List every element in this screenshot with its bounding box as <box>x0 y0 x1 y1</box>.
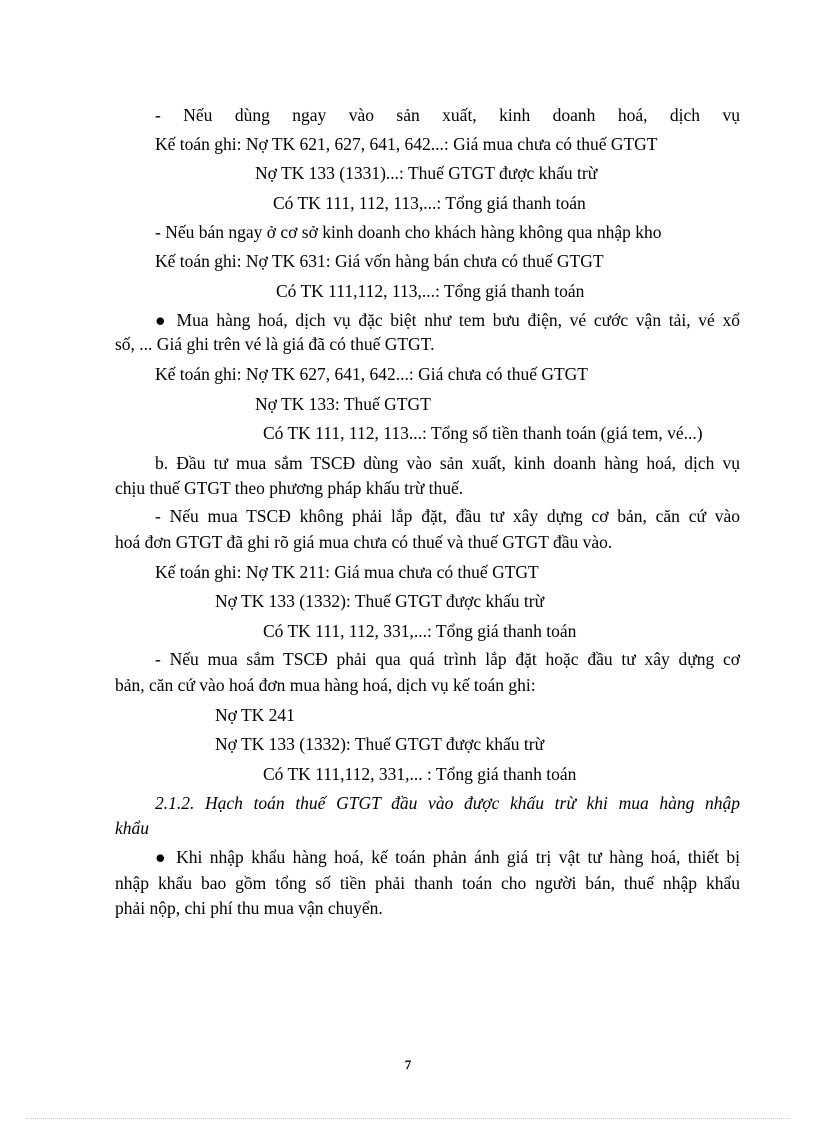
page-number: 7 <box>404 1057 412 1072</box>
text-line: Kế toán ghi: Nợ TK 211: Giá mua chưa có thuế GTGT <box>155 562 539 582</box>
text-line: Nợ TK 133 (1332): Thuế GTGT được khấu trừ <box>215 591 545 611</box>
text-line: ● Mua hàng hoá, dịch vụ đặc biệt như tem bưu điện, vé cước vận tải, vé xổ <box>155 310 740 330</box>
text-line: Nợ TK 133 (1331)...: Thuế GTGT được khấu trừ <box>255 163 598 183</box>
text-line: b. Đầu tư mua sắm TSCĐ dùng vào sản xuất, kinh doanh hàng hoá, dịch vụ <box>155 453 740 473</box>
text-line: Kế toán ghi: Nợ TK 631: Giá vốn hàng bán chưa có thuế GTGT <box>155 251 604 271</box>
text-line: Có TK 111, 112, 113,...: Tổng giá thanh toán <box>273 193 586 213</box>
text-line: số, ... Giá ghi trên vé là giá đã có thuế GTGT. <box>115 334 435 354</box>
text-line: Nợ TK 133 (1332): Thuế GTGT được khấu trừ <box>215 734 545 754</box>
text-line: phải nộp, chi phí thu mua vận chuyển. <box>115 898 383 918</box>
text-line: - Nếu mua TSCĐ không phải lắp đặt, đầu tư xây dựng cơ bản, căn cứ vào <box>155 506 740 526</box>
text-line: Nợ TK 241 <box>215 705 295 725</box>
page-bottom-divider <box>26 1118 790 1119</box>
section-heading-continued: khẩu <box>115 818 150 838</box>
text-line: chịu thuế GTGT theo phương pháp khấu trừ thuế. <box>115 478 464 498</box>
text-line: Có TK 111,112, 113,...: Tổng giá thanh toán <box>276 281 585 301</box>
text-line: Nợ TK 133: Thuế GTGT <box>255 394 431 414</box>
section-heading: 2.1.2. Hạch toán thuế GTGT đầu vào được khấu trừ khi mua hàng nhập <box>155 793 740 813</box>
text-line: nhập khẩu bao gồm tổng số tiền phải thanh toán cho người bán, thuế nhập khẩu <box>115 873 740 893</box>
text-line: ● Khi nhập khẩu hàng hoá, kế toán phản ánh giá trị vật tư hàng hoá, thiết bị <box>155 847 740 867</box>
text-line: Kế toán ghi: Nợ TK 627, 641, 642...: Giá chưa có thuế GTGT <box>155 364 588 384</box>
text-line: Có TK 111, 112, 113...: Tổng số tiền thanh toán (giá tem, vé...) <box>263 423 703 443</box>
text-line: - Nếu dùng ngay vào sản xuất, kinh doanh hoá, dịch vụ <box>155 105 740 125</box>
text-line: bản, căn cứ vào hoá đơn mua hàng hoá, dịch vụ kế toán ghi: <box>115 675 536 695</box>
text-line: Kế toán ghi: Nợ TK 621, 627, 641, 642...: Giá mua chưa có thuế GTGT <box>155 134 658 154</box>
text-line: Có TK 111,112, 331,... : Tổng giá thanh toán <box>263 764 577 784</box>
text-line: - Nếu mua sắm TSCĐ phải qua quá trình lắp đặt hoặc đầu tư xây dựng cơ <box>155 649 740 669</box>
text-line: Có TK 111, 112, 331,...: Tổng giá thanh toán <box>263 621 577 641</box>
text-line: hoá đơn GTGT đã ghi rõ giá mua chưa có thuế và thuế GTGT đầu vào. <box>115 532 613 552</box>
text-line: - Nếu bán ngay ở cơ sở kinh doanh cho khách hàng không qua nhập kho <box>155 222 662 242</box>
